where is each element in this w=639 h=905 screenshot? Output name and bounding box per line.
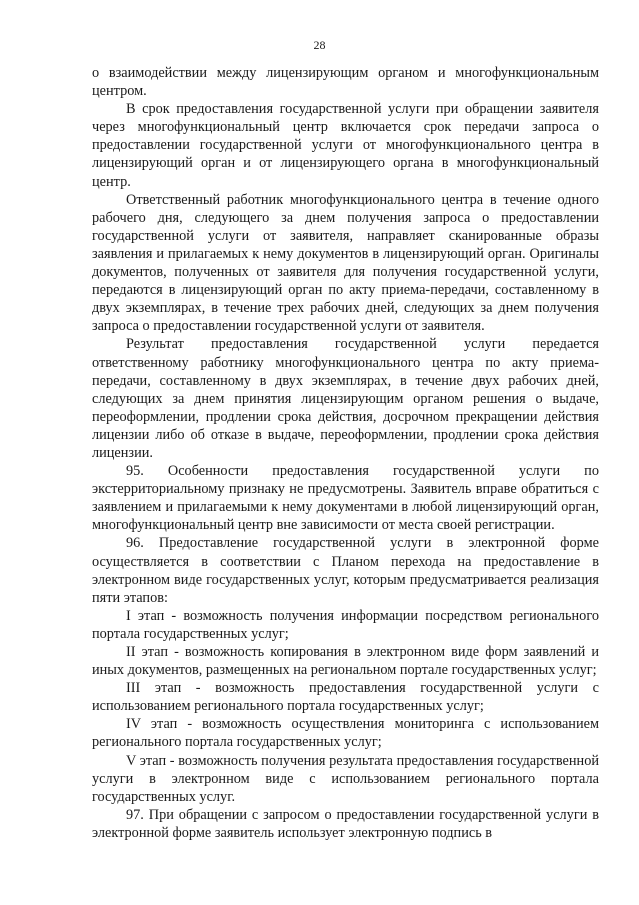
paragraph: Результат предоставления государственной услуги передается ответственному работнику многофункционального центра по акту приема-передачи, составленному в двух экземплярах, в течение двух рабочих дней, следующих за днем принятия лицензирующим органом решения о выдаче, переоформлении, продлении срока действия, досрочном прекращении действия лицензии либо об отказе в выдаче, переоформлении, продлении срока действия лицензии. <box>92 336 599 461</box>
paragraph: В срок предоставления государственной услуги при обращении заявителя через многофункциональный центр включается срок передачи запроса о предоставлении государственной услуги от многофункционального центра в лицензирующий орган и от лицензирующего органа в многофункциональный центр. <box>92 101 599 190</box>
page-body <box>92 64 599 842</box>
stage-5-item: V этап - возможность получения результата предоставления государственной услуги в электронном виде с использованием регионального портала государственных услуг. <box>92 752 599 805</box>
paragraph: Ответственный работник многофункционального центра в течение одного рабочего дня, следующего за днем получения запроса о предоставлении государственной услуги от заявителя, направляет сканированные образы заявления и прилагаемых к нему документов в лицензирующий орган. Оригиналы документов, полученных от заявителя для получения государственной услуги, передаются в лицензирующий орган по акту приема-передачи, составленному в двух экземплярах, в течение трех рабочих дней, следующих за днем получения запроса о предоставлении государственной услуги от заявителя. <box>92 191 599 335</box>
page-number: 28 <box>313 38 326 52</box>
paragraph-continuation: о взаимодействии между лицензирующим органом и многофункциональным центром. <box>92 65 599 100</box>
stage-3-item: III этап - возможность предоставления государственной услуги с использованием регионального портала государственных услуг; <box>92 680 599 715</box>
paragraph-96: 96. Предоставление государственной услуги в электронной форме осуществляется в соответствии с Планом перехода на предоставление в электронном виде государственных услуг, которым предусматривается реализация пяти этапов: <box>92 535 599 606</box>
paragraph-95: 95. Особенности предоставления государственной услуги по экстерриториальному признаку не предусмотрены. Заявитель вправе обратиться с заявлением и прилагаемыми к нему документами в любой лицензирующий орган, многофункциональный центр вне зависимости от места своей регистрации. <box>92 463 599 534</box>
stage-4-item: IV этап - возможность осуществления мониторинга с использованием регионального портала государственных услуг; <box>92 716 599 751</box>
paragraph-97: 97. При обращении с запросом о предоставлении государственной услуги в электронной форме заявитель использует электронную подпись в <box>92 806 599 841</box>
stage-2-item: II этап - возможность копирования в электронном виде форм заявлений и иных документов, размещенных на региональном портале государственных услуг; <box>92 644 599 679</box>
stage-1-item: I этап - возможность получения информации посредством регионального портала государственных услуг; <box>92 607 599 642</box>
